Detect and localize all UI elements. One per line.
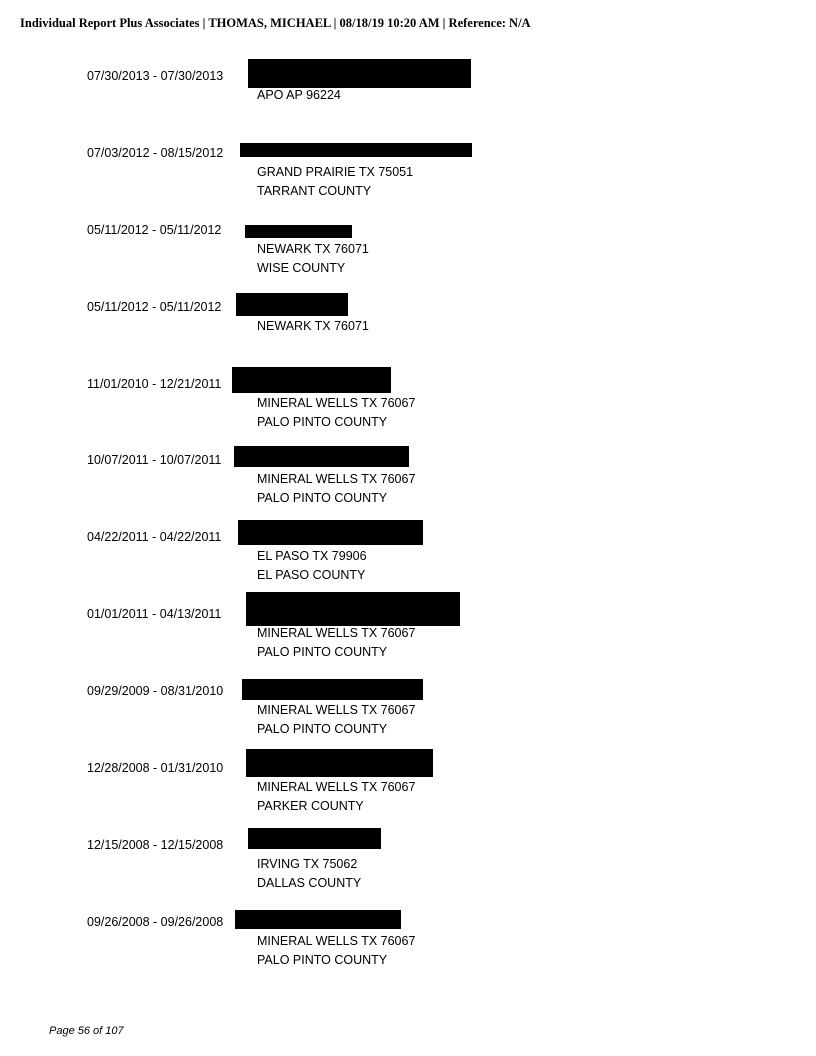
address-entry (0, 751, 816, 821)
city-state-zip: MINERAL WELLS TX 76067 (257, 472, 416, 486)
county: DALLAS COUNTY (257, 876, 362, 890)
date-range: 12/15/2008 - 12/15/2008 (87, 838, 224, 852)
date-range: 05/11/2012 - 05/11/2012 (87, 223, 222, 237)
redacted-block (234, 446, 409, 467)
date-range: 07/03/2012 - 08/15/2012 (87, 146, 224, 160)
address-entry (0, 136, 816, 206)
address-entry (0, 905, 816, 975)
address-entry (0, 520, 816, 590)
address-entry (0, 290, 816, 360)
address-entry (0, 59, 816, 129)
county: WISE COUNTY (257, 261, 346, 275)
address-entry (0, 367, 816, 437)
county: PALO PINTO COUNTY (257, 953, 388, 967)
redacted-block (248, 828, 381, 849)
county: PALO PINTO COUNTY (257, 491, 388, 505)
city-state-zip: MINERAL WELLS TX 76067 (257, 626, 416, 640)
date-range: 01/01/2011 - 04/13/2011 (87, 607, 222, 621)
city-state-zip: IRVING TX 75062 (257, 857, 358, 871)
county: EL PASO COUNTY (257, 568, 366, 582)
date-range: 09/29/2009 - 08/31/2010 (87, 684, 224, 698)
county: PALO PINTO COUNTY (257, 415, 388, 429)
county: TARRANT COUNTY (257, 184, 372, 198)
city-state-zip: MINERAL WELLS TX 76067 (257, 934, 416, 948)
date-range: 05/11/2012 - 05/11/2012 (87, 300, 222, 314)
city-state-zip: MINERAL WELLS TX 76067 (257, 396, 416, 410)
redacted-block (248, 59, 471, 88)
report-header: Individual Report Plus Associates | THOMAS, MICHAEL | 08/18/19 10:20 AM | Reference: N/A (20, 16, 531, 30)
address-entry (0, 443, 816, 513)
county: PARKER COUNTY (257, 799, 364, 813)
date-range: 10/07/2011 - 10/07/2011 (87, 453, 222, 467)
redacted-block (246, 749, 433, 777)
date-range: 04/22/2011 - 04/22/2011 (87, 530, 222, 544)
city-state-zip: GRAND PRAIRIE TX 75051 (257, 165, 414, 179)
date-range: 11/01/2010 - 12/21/2011 (87, 377, 222, 391)
redacted-block (236, 293, 348, 316)
city-state-zip: APO AP 96224 (257, 88, 341, 102)
city-state-zip: MINERAL WELLS TX 76067 (257, 780, 416, 794)
redacted-block (242, 679, 423, 700)
city-state-zip: EL PASO TX 79906 (257, 549, 367, 563)
county: PALO PINTO COUNTY (257, 722, 388, 736)
address-entry (0, 674, 816, 744)
address-entry (0, 213, 816, 283)
redacted-block (245, 225, 352, 238)
redacted-block (232, 367, 391, 393)
redacted-block (240, 143, 472, 157)
city-state-zip: NEWARK TX 76071 (257, 319, 369, 333)
redacted-block (246, 592, 460, 626)
redacted-block (238, 520, 423, 545)
address-entry (0, 597, 816, 667)
county: PALO PINTO COUNTY (257, 645, 388, 659)
date-range: 09/26/2008 - 09/26/2008 (87, 915, 224, 929)
city-state-zip: MINERAL WELLS TX 76067 (257, 703, 416, 717)
page-number: Page 56 of 107 (49, 1025, 124, 1037)
date-range: 07/30/2013 - 07/30/2013 (87, 69, 224, 83)
redacted-block (235, 910, 401, 929)
address-entry (0, 828, 816, 898)
date-range: 12/28/2008 - 01/31/2010 (87, 761, 224, 775)
city-state-zip: NEWARK TX 76071 (257, 242, 369, 256)
